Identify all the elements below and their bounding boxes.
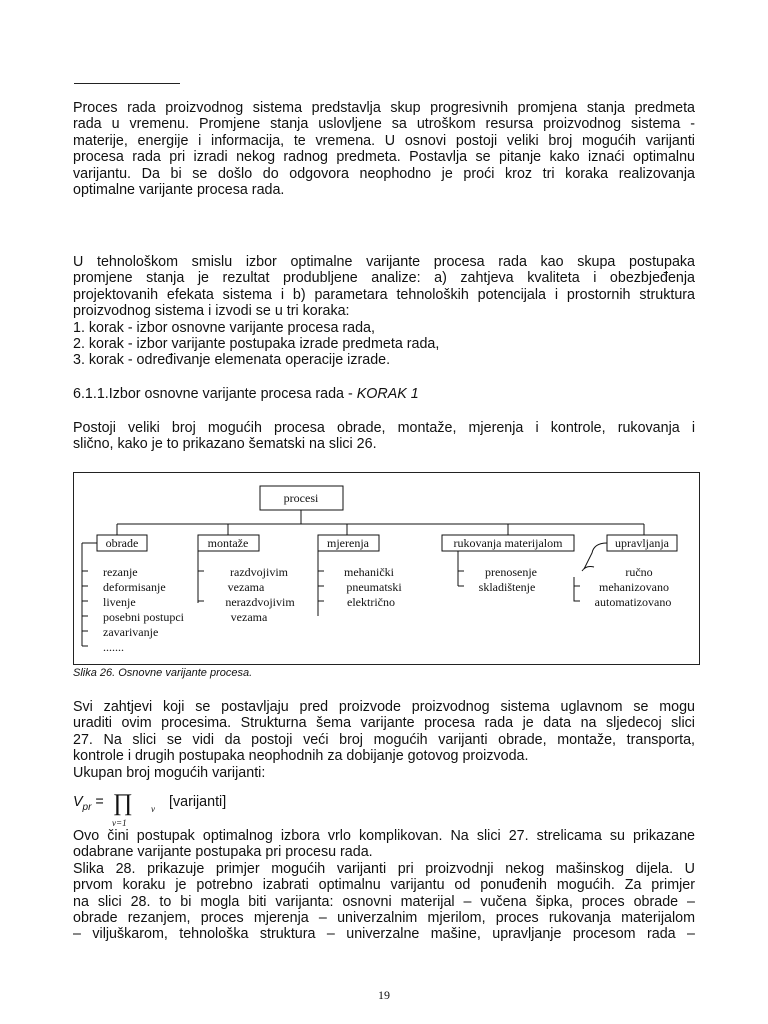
list-item: 3. korak - određivanje elemenata operacije izrade. (73, 352, 391, 369)
branch-label-obrade: obrade (105, 536, 139, 550)
text-line: na slici 28. to bi mogla biti varijanta: osnovni materijal – vučena šipka, proces obrade – (73, 893, 695, 910)
item: mehanički (344, 565, 394, 579)
text-line: Postoji veliki broj mogućih procesa obrade, montaže, mjerenja i kontrole, rukovanja i (73, 420, 695, 436)
item: deformisanje (103, 580, 166, 594)
list-item: 2. korak - izbor varijante postupaka izrade predmeta rada, (73, 336, 440, 353)
formula-equals: = (91, 794, 104, 810)
connector (584, 543, 607, 569)
text-line: materije, energije i informacija, te vremena. U osnovi postoji veliki broj mogućih varijanti (73, 132, 695, 149)
item: električno (347, 595, 395, 609)
variants-formula (73, 790, 227, 828)
connector (574, 577, 580, 601)
text-line: uraditi ovim procesima. Strukturna šema varijante procesa rada je data na sljedecoj slici (73, 715, 695, 732)
text-line: kontrole i drugih postupaka neophodnih za dobijanje gotovog proizvoda. (73, 748, 529, 765)
paragraph-optimal-choice (73, 828, 695, 943)
text-line: – viljuškarom, tehnološka struktura – univerzalne mašine, upravljanje procesom rada – (73, 926, 695, 943)
item: vezama (230, 610, 268, 624)
text-line: prvom koraku je potrebno izabrati optimalnu varijantu od ponuđenih mogućih. Za primjer (73, 877, 695, 894)
text-line: procesa rada pri izradi nekog radnog predmeta. Postavlja se pitanje kako iznaći optimalnu (73, 149, 695, 166)
figure-26-diagram (73, 472, 700, 665)
tick (582, 567, 594, 572)
text-line: obrade rezanjem, proces mjerenja – univerzalnim mjerilom, proces rukovanja materijalom (73, 910, 695, 927)
item: automatizovano (594, 595, 672, 609)
list-item: 1. korak - izbor osnovne varijante procesa rada, (73, 319, 375, 336)
text-line: 27. Na slici se vidi da postoji veći broj mogućih varijanti obrade, montaže, transporta, (73, 731, 695, 748)
text-line: Ovo čini postupak optimalnog izbora vrlo komplikovan. Na slici 27. strelicama su prikazane (73, 828, 695, 844)
text-line: Svi zahtjevi koji se postavljaju pred proizvode proizvodnog sistema uglavnom se mogu (73, 699, 695, 715)
root-label: procesi (283, 491, 319, 505)
text-line: projektovanih efekata sistema i b) parametara tehnoloških potencijala i prostornih struktura (73, 286, 695, 303)
text-line: varijantu. Da bi se došlo do odgovora neophodno je proći kroz tri koraka realizovanja (73, 165, 695, 182)
text-line: rada u vremenu. Promjene stanja uslovljene sa utroškom resursa proizvodnog sistema - (73, 116, 695, 133)
product-symbol: ∏ (113, 790, 133, 816)
process-tree (74, 473, 699, 664)
item: ručno (625, 565, 653, 579)
paragraph-processes (73, 420, 695, 453)
footnote-rule (74, 83, 180, 84)
paragraph-requirements (73, 699, 695, 781)
text-line: odabrane varijante postupaka pri procesu rada. (73, 844, 373, 861)
item: razdvojivim (230, 565, 288, 579)
item: livenje (103, 595, 136, 609)
text-line: promjene stanja je rezultat produbljene analize: a) zahtjeva kvaliteta i obezbjeđenja (73, 270, 695, 287)
section-heading (73, 386, 419, 402)
formula-unit: [varijanti] (169, 794, 227, 810)
product-lower-limit: ν=1 (112, 818, 127, 828)
formula-lhs: V (73, 794, 83, 810)
heading-text: 6.1.1.Izbor osnovne varijante procesa rada - (73, 386, 357, 402)
text-line: Proces rada proizvodnog sistema predstavlja skup progresivnih promjena stanja predmeta (73, 100, 695, 116)
heading-italic: KORAK 1 (356, 386, 419, 402)
branch-label-mjerenja: mjerenja (327, 536, 369, 550)
branch-label-montaze: montaže (207, 536, 249, 550)
figure-caption: Slika 26. Osnovne varijante procesa. (73, 667, 253, 679)
page-number: 19 (378, 988, 390, 1002)
formula-subscript: pr (82, 801, 92, 813)
text-line: Slika 28. prikazuje primjer mogućih varijanti pri proizvodnji nekog mašinskog dijela. U (73, 860, 695, 877)
item: zavarivanje (103, 625, 159, 639)
item: ....... (103, 640, 124, 654)
item: vezama (227, 580, 265, 594)
text-line: slično, kako je to prikazano šematski na slici 26. (73, 436, 377, 453)
text-line: proizvodnog sistema i izvodi se u tri koraka: (73, 303, 350, 320)
item: mehanizovano (599, 580, 669, 594)
item: rezanje (103, 565, 138, 579)
item: skladištenje (478, 580, 536, 594)
paragraph-intro (73, 100, 695, 198)
text-line: optimalne varijante procesa rada. (73, 182, 285, 199)
text-line: Ukupan broj mogućih varijanti: (73, 764, 266, 781)
item: nerazdvojivim (225, 595, 295, 609)
paragraph-technological (73, 254, 695, 369)
item: pneumatski (346, 580, 402, 594)
text-line: U tehnološkom smislu izbor optimalne varijante procesa rada kao skupa postupaka (73, 254, 695, 270)
product-index: ν (151, 804, 155, 814)
item: prenosenje (485, 565, 537, 579)
branch-label-upravljanja: upravljanja (615, 536, 669, 550)
item: posebni postupci (103, 610, 184, 624)
branch-label-rukovanja: rukovanja materijalom (453, 536, 563, 550)
